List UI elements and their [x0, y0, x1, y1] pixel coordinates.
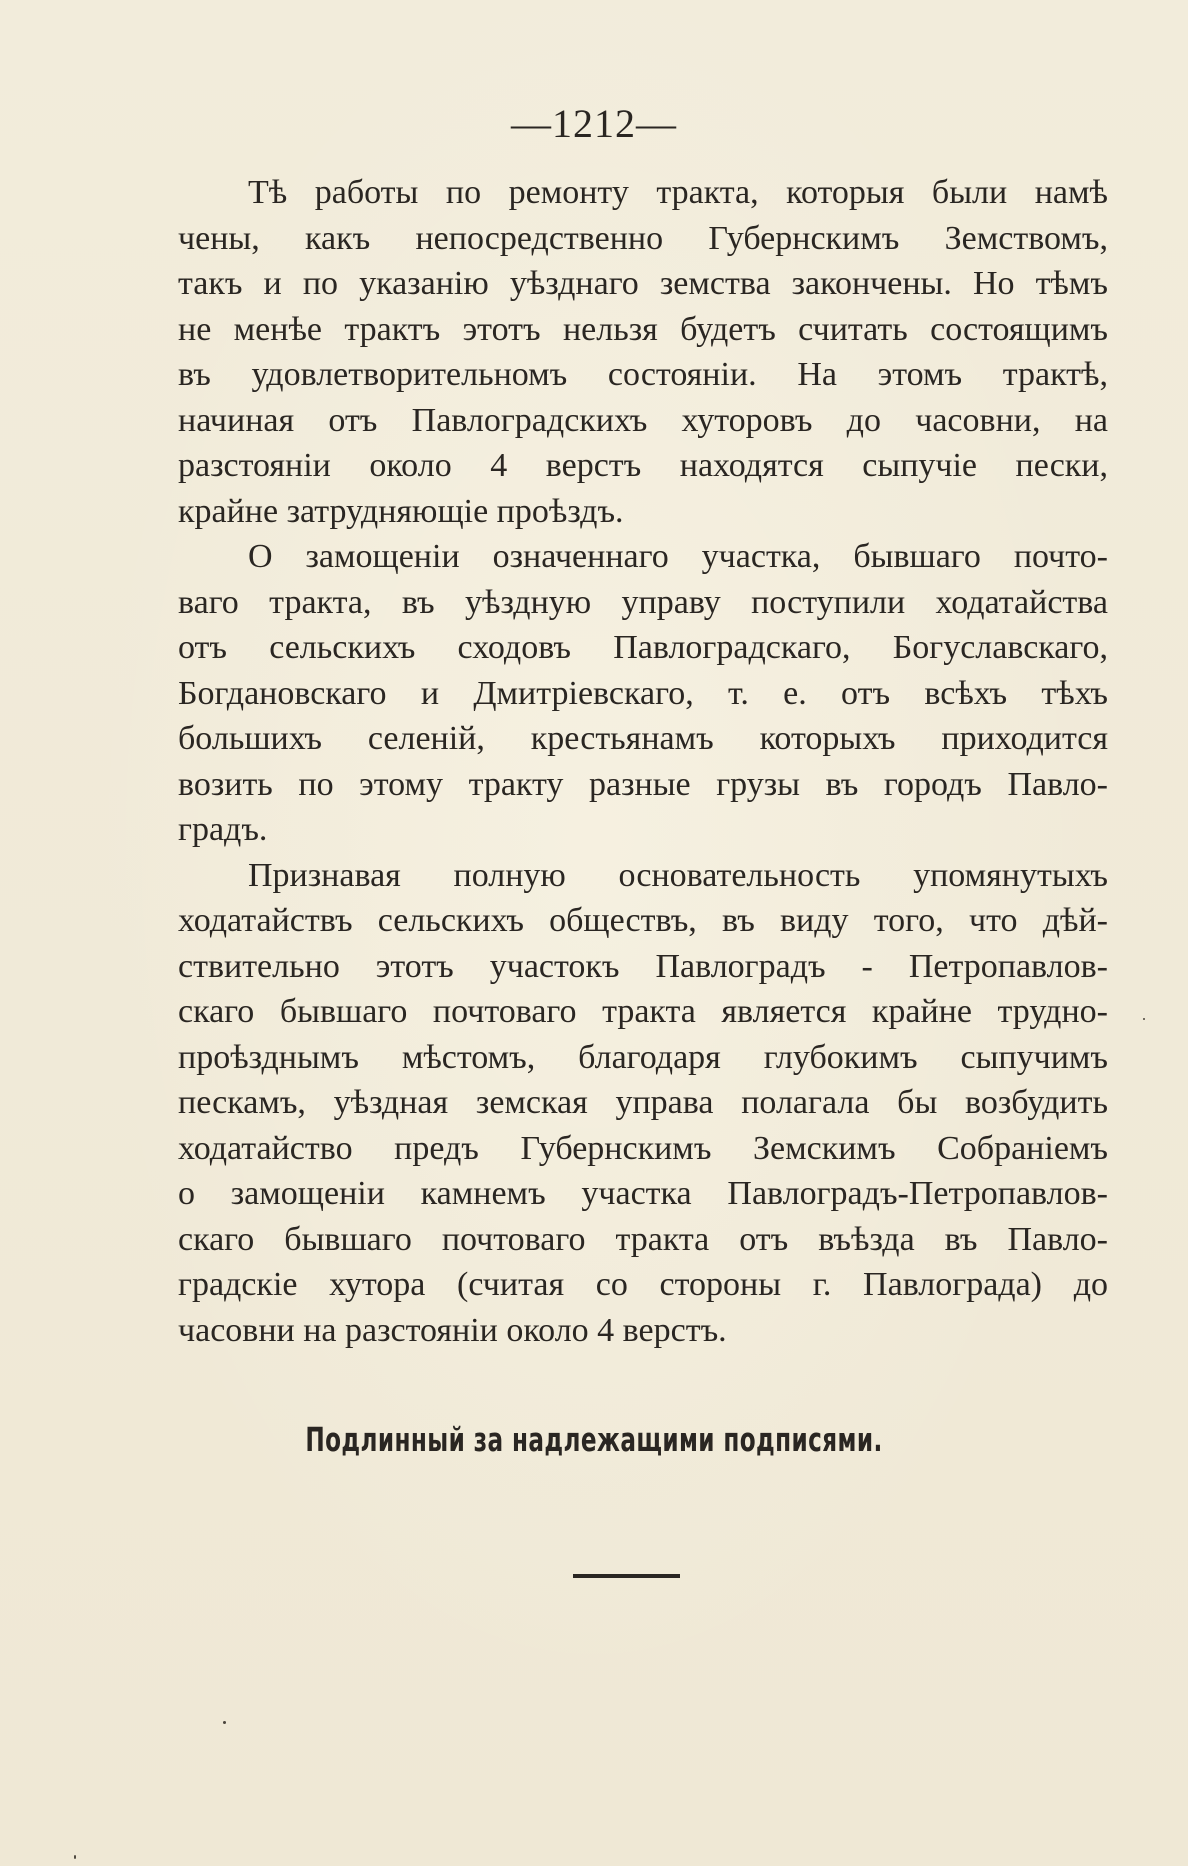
text-line: отъ сельскихъ сходовъ Павлоградскаго, Богуславскаго,: [178, 629, 1108, 666]
text-line: пескамъ, уѣздная земская управа полагала бы возбудить: [178, 1084, 1108, 1121]
signature-note: Подлинный за надлежащими подписями.: [305, 1420, 883, 1459]
text-line: градскіе хутора (считая со стороны г. Павлограда) до: [178, 1266, 1108, 1303]
text-line: скаго бывшаго почтоваго тракта является крайне трудно-: [178, 993, 1108, 1030]
paragraph: [178, 170, 1108, 534]
paper-speck: [223, 1721, 226, 1724]
text-line: Богдановскаго и Дмитріевскаго, т. е. отъ всѣхъ тѣхъ: [178, 674, 1108, 712]
text-line: ваго тракта, въ уѣздную управу поступили ходатайства: [178, 583, 1108, 621]
text-line: часовни на разстояніи около 4 верстъ.: [178, 1311, 727, 1349]
text-line: градъ.: [178, 811, 268, 848]
text-line: О замощеніи означеннаго участка, бывшаго почто-: [248, 538, 1108, 575]
text-line: начиная отъ Павлоградскихъ хуторовъ до часовни, на: [178, 401, 1108, 439]
paragraph: [178, 534, 1108, 853]
text-line: ствительно этотъ участокъ Павлоградъ - Петропавлов-: [178, 947, 1108, 985]
text-line: не менѣе трактъ этотъ нельзя будетъ считать состоящимъ: [178, 310, 1108, 348]
text-line: разстояніи около 4 верстъ находятся сыпучіе пески,: [178, 447, 1108, 484]
text-line: крайне затрудняющіе проѣздъ.: [178, 492, 624, 530]
text-line: Признавая полную основательность упомянутыхъ: [248, 856, 1108, 894]
page-number: —1212—: [511, 101, 677, 146]
text-line: ходатайствъ сельскихъ обществъ, въ виду того, что дѣй-: [178, 902, 1108, 939]
text-line: Тѣ работы по ремонту тракта, которыя были намѣ: [248, 174, 1108, 211]
text-line: скаго бывшаго почтоваго тракта отъ въѣзда въ Павло-: [178, 1220, 1108, 1258]
paper-speck: [74, 1855, 76, 1859]
text-line: въ удовлетворительномъ состояніи. На этомъ трактѣ,: [178, 356, 1108, 393]
text-line: такъ и по указанію уѣзднаго земства закончены. Но тѣмъ: [178, 265, 1108, 302]
text-line: чены, какъ непосредственно Губернскимъ Земствомъ,: [178, 219, 1108, 257]
paragraph: [178, 853, 1108, 1354]
text-line: большихъ селеній, крестьянамъ которыхъ приходится: [178, 720, 1108, 757]
text-line: ходатайство предъ Губернскимъ Земскимъ Собраніемъ: [178, 1129, 1108, 1167]
text-line: о замощеніи камнемъ участка Павлоградъ-Петропавлов-: [178, 1175, 1108, 1212]
paper-speck: [1143, 1018, 1145, 1020]
section-divider: [573, 1574, 680, 1578]
body-text: [178, 170, 1108, 1353]
text-line: проѣзднымъ мѣстомъ, благодаря глубокимъ сыпучимъ: [178, 1038, 1108, 1076]
text-line: возить по этому тракту разные грузы въ городъ Павло-: [178, 765, 1108, 803]
